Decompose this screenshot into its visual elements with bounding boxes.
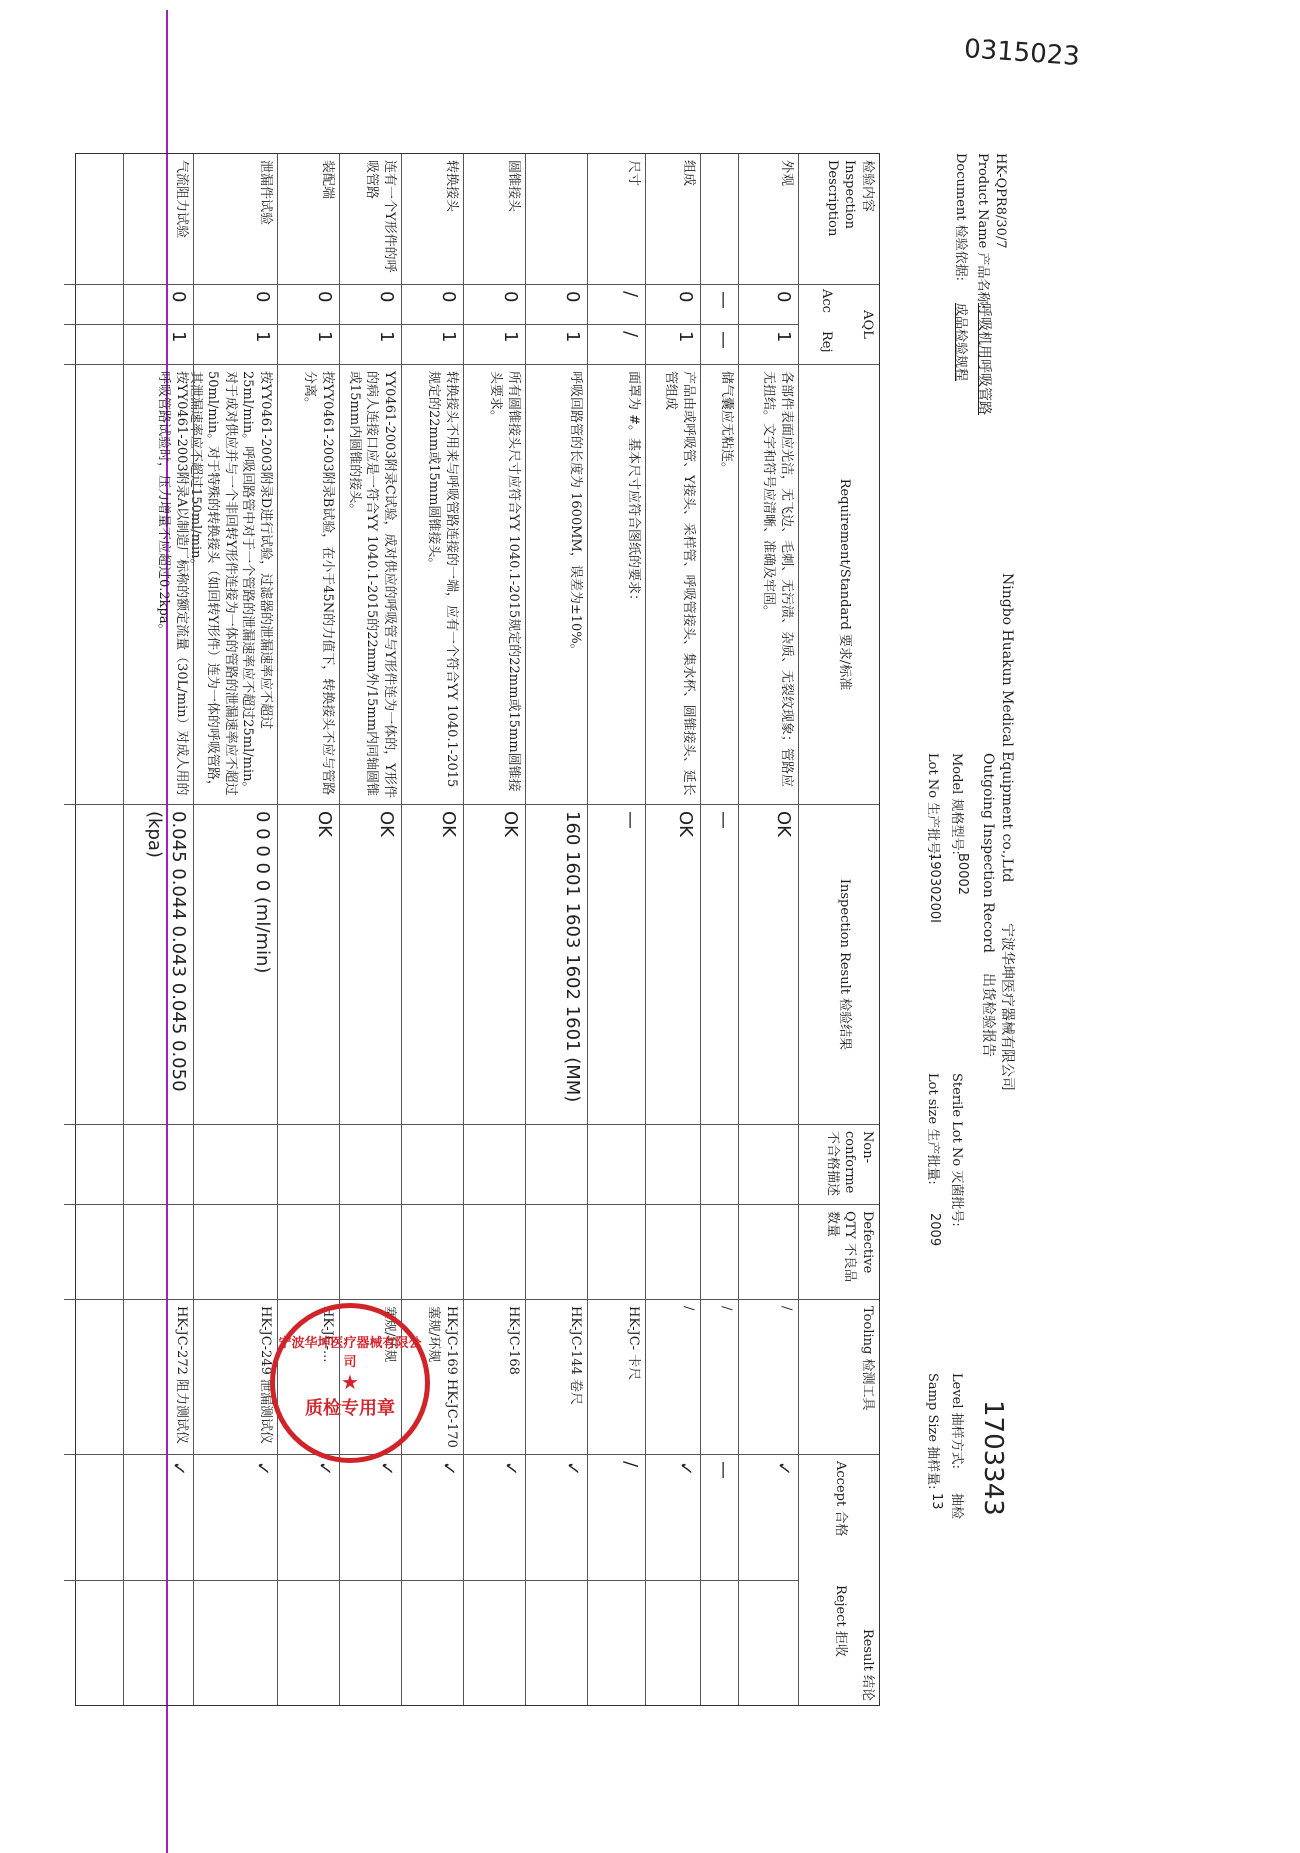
cell-empty <box>194 1580 277 1707</box>
cell-empty <box>194 1124 277 1204</box>
cell-tool: HK-JC-249 泄漏测试仪 <box>194 1299 277 1454</box>
cell-result: 0 0 0 0 0 (ml/min) <box>194 804 277 1124</box>
inspection-table <box>75 153 880 1706</box>
cell-empty <box>701 1124 738 1204</box>
cell-empty <box>526 1204 587 1299</box>
cell-result: — <box>701 804 738 1124</box>
cell-accept: ✓ <box>278 1454 339 1580</box>
cell-empty <box>588 1204 645 1299</box>
lotsize-label: Lot size 生产批量: <box>925 1073 940 1185</box>
table-row <box>646 154 701 1705</box>
cell-accept: ✓ <box>340 1454 401 1580</box>
cell-acc: 0 <box>340 284 401 324</box>
header-result: Inspection Result 检验结果 <box>799 804 879 1124</box>
table-row <box>278 154 340 1705</box>
stamp-line2: 质检专用章 <box>305 1398 395 1419</box>
cell-rej: 1 <box>340 324 401 364</box>
sampsize-label: Samp Size 抽样量: <box>925 1373 940 1490</box>
cell-empty <box>278 1124 339 1204</box>
table-row <box>402 154 464 1705</box>
lotsize-value: 2009 <box>927 1213 942 1247</box>
cell-empty <box>402 1204 463 1299</box>
document-value: 成品检验规程 <box>953 303 968 382</box>
cell-accept: — <box>701 1454 738 1580</box>
cell-req: 按YY0461-2003附录B试验，在小于45N的力值下，转换接头不应与管路分离。 <box>278 364 339 804</box>
header-accept: Accept 合格 <box>833 1461 848 1537</box>
product-name-value: 呼吸机用呼吸管路 <box>976 303 992 415</box>
cell-desc: 泄漏件试验 <box>258 160 273 226</box>
header-description: 检验内容 Inspection Description <box>824 160 875 237</box>
cell-result: 160 1601 1603 1602 1601 (MM) <box>526 804 587 1124</box>
cell-empty <box>739 1204 798 1299</box>
cell-desc: 装配端 <box>320 160 335 200</box>
header-reject: Reject 拒收 <box>833 1585 848 1657</box>
cell-result: OK <box>464 804 525 1124</box>
cell-tool: / <box>701 1299 738 1454</box>
header-nonconform: Non-conforme 不合格描述 <box>799 1124 879 1204</box>
stamp-line1: 宁波华坤医疗器械有限公司 <box>278 1336 422 1370</box>
cell-rej: 1 <box>402 324 463 364</box>
company-en: Ningbo Huakun Medical Equipment co.,Ltd <box>999 573 1015 883</box>
table-header-row <box>799 154 879 1705</box>
cell-tool: / <box>646 1299 700 1454</box>
cell-result: — <box>588 804 645 1124</box>
cell-empty <box>526 1580 587 1707</box>
cell-rej: / <box>588 324 645 364</box>
cell-rej: 1 <box>194 324 277 364</box>
cell-rej: 1 <box>646 324 700 364</box>
cell-empty <box>278 1580 339 1707</box>
cell-accept: ✓ <box>646 1454 700 1580</box>
model-label: Model 规格型号: <box>949 753 964 855</box>
header-rej: Rej <box>819 331 834 353</box>
cell-acc: 0 <box>646 284 700 324</box>
cell-empty <box>646 1124 700 1204</box>
table-row <box>588 154 646 1705</box>
cell-acc: 0 <box>739 284 798 324</box>
cell-tool: HK-JC-169 HK-JC-170 塞规/环规 <box>402 1299 463 1454</box>
table-row <box>124 154 194 1705</box>
cell-acc: 0 <box>526 284 587 324</box>
cell-desc: 气流阻力试验 <box>174 160 189 239</box>
level-value: 抽检 <box>949 1493 964 1520</box>
table-row <box>464 154 526 1705</box>
cell-empty <box>194 1204 277 1299</box>
cell-req: 所有圆锥接头尺寸应符合YY 1040.1-2015规定的22mm或15mm圆锥接头要求。 <box>464 364 525 804</box>
header-aql <box>799 284 879 364</box>
cell-empty <box>464 1124 525 1204</box>
cell-empty <box>64 1580 123 1707</box>
cell-tool: HK-JC-... <box>278 1299 339 1454</box>
cell-empty <box>739 1580 798 1707</box>
cell-rej: 1 <box>739 324 798 364</box>
cell-acc: 0 <box>194 284 277 324</box>
cell-result: 0.045 0.044 0.043 0.045 0.050 (kpa) <box>124 804 193 1124</box>
cell-accept: ✓ <box>526 1454 587 1580</box>
header-tooling: Tooling 检测工具 <box>799 1299 879 1454</box>
cell-desc: 组成 <box>681 160 696 187</box>
title-cn: 出货检验报告 <box>980 973 996 1057</box>
cell-acc: — <box>701 284 738 324</box>
cell-req <box>64 364 123 804</box>
cell-result: OK <box>278 804 339 1124</box>
cell-empty <box>340 1580 401 1707</box>
cell-tool: HK-JC-144 卷尺 <box>526 1299 587 1454</box>
stamp-star: ★ <box>341 1370 359 1394</box>
cell-result <box>64 804 123 1124</box>
cell-acc: 0 <box>278 284 339 324</box>
cell-accept: ✓ <box>402 1454 463 1580</box>
cell-empty <box>340 1124 401 1204</box>
table-row <box>187 154 278 1705</box>
cell-acc <box>64 284 123 324</box>
table-row <box>701 154 739 1705</box>
cell-desc <box>526 154 587 284</box>
cell-accept: / <box>588 1454 645 1580</box>
cell-accept: ✓ <box>739 1454 798 1580</box>
cell-tool: HK-JC-168 <box>464 1299 525 1454</box>
doc-code: HK-QPR8/30/7 <box>993 153 1008 249</box>
cell-tool <box>64 1299 123 1454</box>
cell-rej: 1 <box>526 324 587 364</box>
table-row <box>64 154 124 1705</box>
level-label: Level 抽样方式: <box>949 1373 964 1470</box>
cell-empty <box>646 1580 700 1707</box>
cell-empty <box>588 1580 645 1707</box>
sterile-label: Sterile Lot No 灭菌批号: <box>949 1073 964 1227</box>
cell-empty <box>402 1124 463 1204</box>
cell-accept: ✓ <box>464 1454 525 1580</box>
cell-accept <box>64 1454 123 1580</box>
cell-acc: 0 <box>124 284 193 324</box>
cell-result: OK <box>739 804 798 1124</box>
cell-acc: 0 <box>402 284 463 324</box>
cell-req: 产品由或呼吸管、Y接头、采样管、呼吸管接头、集水杯、圆锥接头、延长管组成 <box>646 364 700 804</box>
cell-empty <box>64 1124 123 1204</box>
cell-empty <box>124 1124 193 1204</box>
cell-tool: HK-JC-272 阻力测试仪 <box>124 1299 193 1454</box>
cell-req: 面罩为 #。基本尺寸应符合图纸的要求： <box>588 364 645 804</box>
cell-req: YY0461-2003附录C试验，成对供应的呼吸管与Y形件连为一体的，Y形件的病人连接口应是一符合YY 1040.1-2015的22mm外/15mm内同轴圆锥或15mm内圆锥的接头。 <box>340 364 401 804</box>
header-defective: Defective QTY 不良品数量 <box>799 1204 879 1299</box>
cell-empty <box>739 1124 798 1204</box>
table-row <box>739 154 799 1705</box>
cell-req: 各部件表面应光洁，无飞边、毛刺、无污渍、杂质、无裂纹现象；管路应无扭结。文字和符号应清晰、准确及牢固。 <box>739 364 798 804</box>
title-en: Outgoing Inspection Record <box>980 753 996 953</box>
cell-desc: 转换接头 <box>444 160 459 213</box>
cell-rej <box>64 324 123 364</box>
lot-label: Lot No 生产批号: <box>925 753 940 859</box>
cell-empty <box>464 1204 525 1299</box>
cell-result: OK <box>402 804 463 1124</box>
cell-empty <box>701 1204 738 1299</box>
table-row <box>526 154 588 1705</box>
cell-desc: 外观 <box>779 160 794 187</box>
cell-empty <box>124 1204 193 1299</box>
sampsize-value: 13 <box>929 1493 944 1510</box>
cell-result: OK <box>340 804 401 1124</box>
cell-req: 转换接头不用来与呼吸管路连接的一端，应有一个符合YY 1040.1-2015规定的22mm或15mm圆锥接头。 <box>402 364 463 804</box>
cell-req: 按YY0461-2003附录A以制造厂标称的额定流量（30L/min）对成人用的呼吸管路试验时，压力增量不应超过0.2kpa。 <box>124 364 193 804</box>
cell-req: 呼吸回路管的长度为 1600MM，误差为±10%。 <box>526 364 587 804</box>
cell-tool: 塞规/环规 <box>340 1299 401 1454</box>
cell-empty <box>64 1204 123 1299</box>
table-row <box>340 154 402 1705</box>
cell-desc <box>64 154 123 284</box>
cell-rej: 1 <box>124 324 193 364</box>
cell-rej: 1 <box>464 324 525 364</box>
inspection-sheet <box>75 153 1020 1706</box>
cell-empty <box>646 1204 700 1299</box>
model-value: B0002 <box>955 853 970 896</box>
cell-empty <box>464 1580 525 1707</box>
header-aql-label: AQL <box>860 310 875 339</box>
document-label: Document 检验依据: <box>953 153 968 282</box>
lot-value: 19030200I <box>927 853 942 924</box>
cell-tool: / <box>739 1299 798 1454</box>
cell-req: 储气囊应无粘连。 <box>701 364 738 804</box>
cell-empty <box>588 1124 645 1204</box>
cell-empty <box>340 1204 401 1299</box>
cell-empty <box>124 1580 193 1707</box>
product-name-label: Product Name 产品名称: <box>975 153 990 309</box>
cell-empty <box>701 1580 738 1707</box>
cell-req: 按YY0461-2003附录D进行试验，过滤器的泄漏速率应不超过25ml/min。呼吸回路管中对于一个管路的泄漏速率应不超过25ml/min。对于成对供应并与一个非回转Y形件连接为一体的管路的泄漏速率应不超过50ml/min。对于特殊的转换接头（如回转Y形件）连为一体的呼吸管路，其泄漏速率应不超过150ml/min。 <box>194 364 277 804</box>
cell-accept: ✓ <box>194 1454 277 1580</box>
cell-desc <box>701 154 738 284</box>
cell-desc: 圆锥接头 <box>506 160 521 213</box>
header-result-group <box>799 1454 879 1707</box>
cell-rej: 1 <box>278 324 339 364</box>
cell-tool: HK-JC- 卡尺 <box>588 1299 645 1454</box>
quality-stamp <box>270 1303 430 1463</box>
company-cn: 宁波华坤医疗器械有限公司 <box>999 923 1015 1091</box>
cell-empty <box>402 1580 463 1707</box>
header-acc: Acc <box>819 289 834 313</box>
cell-empty <box>278 1204 339 1299</box>
side-number: 1703343 <box>978 1400 1008 1516</box>
cell-rej: — <box>701 324 738 364</box>
header-requirement: Requirement/Standard 要求/标准 <box>799 364 879 804</box>
cell-result: OK <box>646 804 700 1124</box>
cell-desc: 尺寸 <box>626 160 641 187</box>
cell-acc: 0 <box>464 284 525 324</box>
cell-accept: ✓ <box>124 1454 193 1580</box>
cell-desc: 连有一个Y形件的呼吸管路 <box>364 160 397 273</box>
header-result-label: Result 结论 <box>860 1628 875 1701</box>
cell-empty <box>526 1124 587 1204</box>
cell-acc: / <box>588 284 645 324</box>
reference-number: 0315023 <box>963 33 1081 73</box>
